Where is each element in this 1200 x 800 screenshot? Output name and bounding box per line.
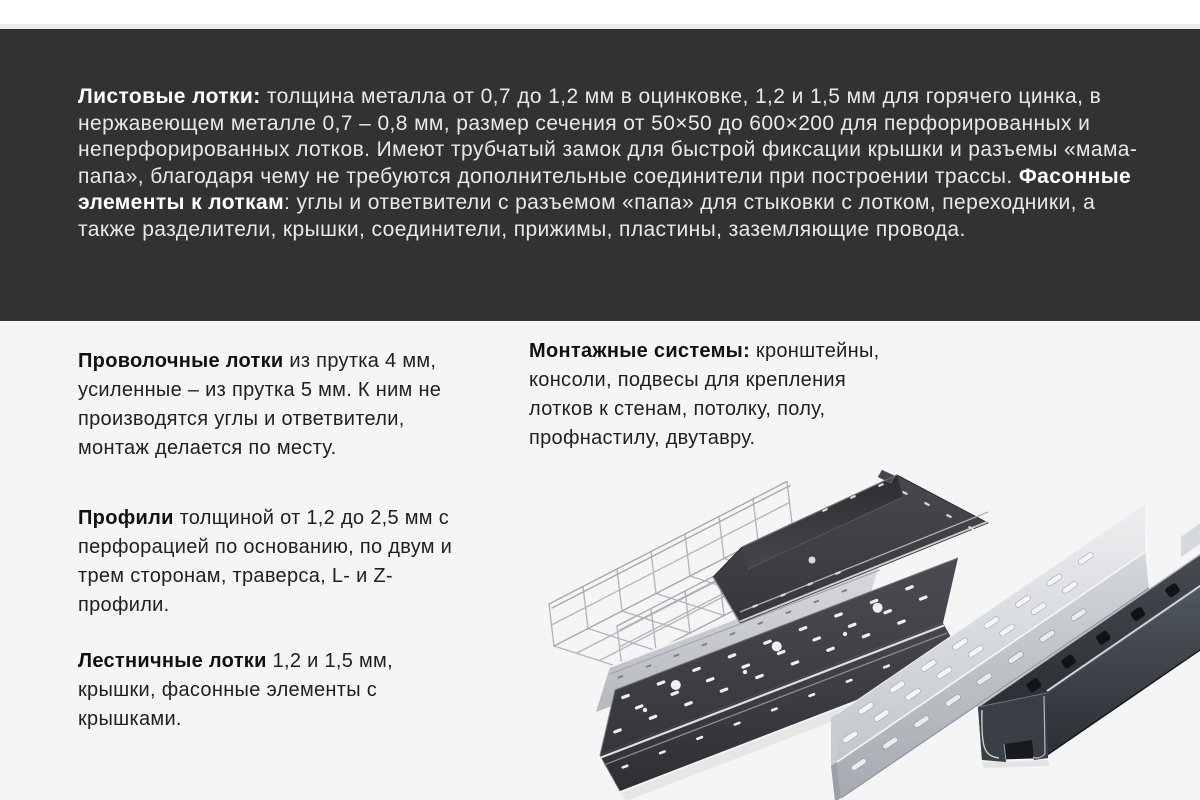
top-white-band — [0, 0, 1200, 24]
wire-trays-body: из прутка 4 мм, усиленные – из прутка 5 мм. К ним не производятся углы и ответвители, монтаж делается по месту. — [78, 350, 442, 459]
wire-trays-title: Проволочные лотки — [78, 350, 284, 372]
profiles-body: толщиной от 1,2 до 2,5 мм с перфорацией по основанию, по двум и трем сторонам, траверса, L- и Z- профили. — [78, 507, 453, 616]
product-image — [505, 460, 1200, 800]
hero-mid-bold: Фасонные элементы к лоткам — [78, 164, 1132, 214]
text-block-ladder-trays — [78, 647, 418, 734]
hero-paragraph — [78, 84, 1138, 243]
mounting-systems-body: кронштейны, консоли, подвесы для крепления лотков к стенам, потолку, полу, профнастилу, двутавру. — [529, 340, 880, 449]
hero-body-1: толщина металла от 0,7 до 1,2 мм в оцинковке, 1,2 и 1,5 мм для горячего цинка, в нержавеющем металле 0,7 – 0,8 мм, размер сечения от 50×50 до 600×200 для перфорированных и неперфорированных лотков. Имеют трубчатый замок для быстрой фиксации крышки и разъемы «мама-папа», благодаря чему не требуются дополнительные соединители при построении трассы. — [78, 85, 1138, 188]
hero-lead-bold: Листовые лотки: — [78, 85, 261, 108]
hero-body-2: : углы и ответвители с разъемом «папа» для стыковки с лотком, переходники, а также разделители, крышки, соединители, прижимы, пластины, заземляющие провода. — [78, 191, 1096, 241]
text-block-wire-trays — [78, 347, 450, 463]
mounting-systems-title: Монтажные системы: — [529, 340, 751, 362]
hero-section — [0, 29, 1200, 321]
ladder-trays-title: Лестничные лотки — [78, 650, 267, 672]
profiles-title: Профили — [78, 507, 174, 529]
text-block-mounting-systems — [529, 337, 889, 453]
ladder-trays-body: 1,2 и 1,5 мм, крышки, фасонные элементы с крышками. — [78, 650, 393, 730]
text-block-profiles — [78, 504, 478, 620]
